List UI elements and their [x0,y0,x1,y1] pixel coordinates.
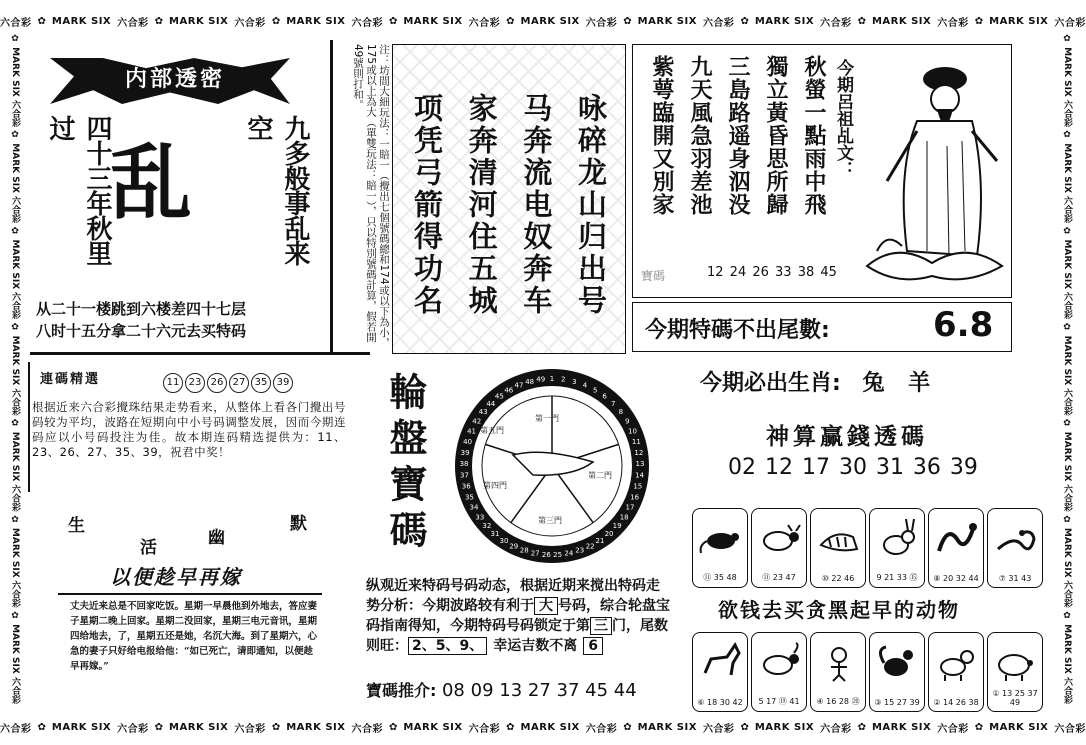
wheel-number: 39 [460,448,470,457]
zodiac-card-numbers: ③ 15 27 39 [874,698,920,707]
zodiac-card-tiger [810,508,866,588]
tail-banner-value: 6.8 [933,305,994,345]
wheel-sector-label: 第四門 [483,481,507,490]
strip-mark: MARK SIX [169,15,229,27]
strip-cn: 六合彩 [937,17,969,29]
right-border-strip [1056,34,1074,714]
wheel-number: 18 [619,513,629,522]
zodiac-card-dog [928,632,984,712]
wheel-number: 33 [475,513,485,522]
wheel-number: 41 [467,427,476,436]
strip-mark: MARK SIX [637,15,697,27]
strip-mark: MARK SIX [51,721,112,733]
humor-title-char: 生 [68,516,85,536]
wheel-number: 31 [490,530,500,539]
wheel-sector-label: 第二門 [588,471,612,480]
poem-column: 家奔清河住五城 [464,93,499,317]
wheel-number: 22 [585,542,595,551]
wheel-number: 8 [618,408,624,417]
wheel-number: 21 [595,536,605,545]
wheel-number: 1 [549,375,555,383]
flower-icon: ✿ [623,15,632,27]
strip-mark: MARK SIX [10,335,20,386]
flower-icon: ✿ [506,721,515,733]
strip-fragment: 六合彩 [0,17,32,29]
wheel-number: 40 [463,437,473,446]
flower-icon: ✿ [1062,226,1072,240]
inner-secret-title: 内部透密 [124,66,225,92]
zodiac-card-numbers: 9 21 33 ⑮ [876,573,918,582]
zodiac-card-numbers: ⑧ 20 32 44 [933,574,979,583]
poem-column: 项凭弓箭得功名 [410,93,444,317]
zodiac-card-numbers: ⑪ 35 48 [703,573,737,582]
poem-column: 马奔流电奴奔车 [519,93,554,317]
wheel-number: 47 [514,381,524,390]
wheel-recommend [366,678,676,701]
lian-ma-paragraph: 根据近来六合彩攪珠结果走势看来，从整体上看各门攪出号码较为平均，波路在短期向中小号码调整发展，因而今期连码应以小号码投注为佳。故本期连码精选提供为：11、23、26、27、35、39，祝君中奖！ [32,400,346,459]
zodiac-card-rooster [869,632,925,712]
flower-icon: ✿ [1062,514,1072,528]
lian-ma-number: 39 [273,373,293,393]
strip-cn: 六合彩 [468,17,501,29]
flower-icon: ✿ [740,721,749,733]
zodiac-value: 兔 羊 [862,371,939,396]
wheel-number: 24 [564,549,574,558]
rooster-icon [874,639,920,683]
wheel-number: 12 [634,448,644,457]
strip-cn: 六合彩 [702,17,735,29]
wheel-number: 2 [561,375,566,384]
wheel-number: 32 [482,522,492,531]
wheel-number: 15 [633,482,643,491]
wheel-number: 7 [610,399,616,408]
strip-mark: MARK SIX [520,721,580,733]
strip-mark: MARK SIX [637,721,697,733]
strip-cn: 六合彩 [351,17,383,29]
strip-cn: 六合彩 [1062,676,1072,704]
lian-ma-section [28,362,350,492]
flower-icon: ✿ [271,721,281,733]
dragon-icon [933,515,979,559]
goat-icon [756,639,802,683]
wheel-analysis-text3: 门，尾数则旺： [366,618,668,654]
lu-zu-poem-column: 三島路遥身泅没 [725,55,751,216]
strip-mark: MARK SIX [10,527,20,578]
wheel-number: 44 [486,399,496,408]
roulette-wheel [453,367,651,565]
horse-icon [697,639,743,683]
strip-cn: 六合彩 [937,723,969,735]
wheel-analysis-box2: 三 [590,617,612,635]
strip-cn: 六合彩 [1062,580,1072,608]
strip-cn: 六合彩 [468,723,501,735]
strip-mark: MARK SIX [1062,431,1072,482]
wheel-sector-label: 第三門 [538,516,562,525]
wheel-number: 5 [592,386,598,395]
flower-icon: ✿ [740,15,749,27]
lu-zu-poem-column: 九天風急羽差池 [687,55,713,216]
strip-cn: 六合彩 [10,292,20,320]
wheel-number: 25 [553,550,563,559]
inner-secret-divider [330,40,333,355]
wheel-number: 36 [461,482,471,491]
poem-grid-panel [392,44,626,354]
zodiac-card-numbers: ⑪ 23 47 [762,573,796,582]
strip-mark: MARK SIX [10,624,20,674]
humor-subtitle: 以便趁早再嫁 [110,565,242,589]
wheel-number: 16 [630,493,640,502]
strip-mark: MARK SIX [1062,239,1072,290]
humor-story: 丈夫近来总是不回家吃饭。星期一早晨他到外地去，答应妻子星期二晚上回家。星期二没回家，星期三电元音讯，星期四给地去，了，星期五还是她，名沉大海。到了星期六，心急的妻子只好给电报给他：“如已死亡，请即通知，以便趁早再嫁。” [70,601,318,672]
strip-cn: 六合彩 [10,196,20,224]
flower-icon: ✿ [154,721,164,733]
wheel-number: 10 [628,427,637,436]
wheel-number: 20 [604,530,614,539]
inner-secret-divider-bottom [30,352,370,355]
strip-cn: 六合彩 [1062,196,1072,224]
wheel-number: 28 [519,546,529,555]
wheel-number: 17 [625,503,635,512]
lian-ma-number: 26 [207,373,227,393]
strip-mark: MARK SIX [51,15,112,27]
zodiac-label: 今期必出生肖: [700,371,841,396]
zodiac-card-dragon [928,508,984,588]
flower-icon: ✿ [10,322,20,336]
tiger-icon [815,515,861,559]
lian-ma-number: 35 [251,373,271,393]
strip-cn: 六合彩 [234,17,266,29]
tail-banner-label: 今期特碼不出尾數: [645,318,830,343]
lu-zu-stamp: 寶碼 [641,269,666,283]
shen-suan-title: 神算赢錢透碼 [766,423,928,450]
flower-icon: ✿ [271,15,281,27]
wheel-number: 42 [472,417,482,426]
strip-cn: 六合彩 [585,17,618,29]
zodiac-card-numbers: ⑩ 22 46 [821,574,855,583]
strip-cn: 六合彩 [585,723,618,735]
zodiac-line [700,366,1020,397]
strip-cn: 六合彩 [117,17,149,29]
lu-zu-numbers: 12 24 26 33 38 45 [707,265,837,280]
strip-cn: 六合彩 [820,723,852,735]
inner-secret-right-column: 九多般事乱来空 [243,115,310,265]
wheel-analysis-text1: 纵观近来特码号码动态，根据近期来搅出特码走势分析：今期波路较有利于 [366,578,660,614]
wheel-number: 35 [464,493,474,502]
flower-icon: ✿ [857,721,866,733]
lu-zu-poem-column: 獨立黃昏思所歸 [763,55,789,216]
wheel-sector-label: 第一門 [535,414,559,423]
poem-column: 咏碎龙山归出号 [573,93,608,317]
wheel-number: 29 [509,542,519,551]
flower-icon: ✿ [10,610,20,625]
inner-secret-center-char: 乱 [110,135,193,231]
flower-icon: ✿ [388,721,398,733]
wheel-number: 46 [504,386,514,395]
strip-cn: 六合彩 [1062,100,1072,128]
lu-zu-panel [632,44,1012,298]
strip-cn: 六合彩 [10,100,20,128]
flower-icon: ✿ [10,226,20,240]
wheel-number: 26 [541,550,551,559]
wheel-analysis [366,576,672,656]
lian-ma-number: 23 [185,373,205,393]
rat-icon [697,515,743,559]
flower-icon: ✿ [388,15,398,27]
strip-mark: MARK SIX [871,15,932,27]
wheel-number: 23 [575,546,585,555]
flower-icon: ✿ [10,514,20,528]
zodiac-card-goat [751,632,807,712]
wheel-recommend-label: 寶碼推介: [366,681,437,700]
lian-ma-number: 27 [229,373,249,393]
strip-mark: MARK SIX [1062,624,1072,674]
flower-icon: ✿ [1062,34,1072,48]
zodiac-card-rabbit [869,508,925,588]
strip-mark: MARK SIX [10,239,20,290]
humor-title-char: 默 [290,514,307,534]
strip-cn: 六合彩 [351,723,383,735]
wheel-analysis-box1: 大 [534,597,558,615]
snake-icon [992,515,1038,559]
strip-cn: 六合彩 [820,17,852,29]
wheel-number: 49 [536,375,546,384]
bottom-border-strip [0,716,1086,738]
wheel-number: 13 [635,460,645,469]
left-border-strip [4,34,22,714]
pig-icon [992,639,1038,683]
humor-title-char: 幽 [208,528,225,548]
zodiac-card-monkey [810,632,866,712]
lu-zu-title: 今期呂祖乩文： [833,59,853,178]
flower-icon: ✿ [10,130,20,144]
strip-cn: 六合彩 [702,723,735,735]
wheel-number: 6 [602,392,607,401]
lu-zu-poem-column: 紫萼臨開又別家 [649,55,675,216]
zodiac-card-numbers: ⑦ 31 43 [998,574,1032,583]
strip-mark: MARK SIX [403,721,463,733]
inner-secret-line1: 从二十一楼跳到六楼差四十七层 [36,300,247,318]
strip-mark: MARK SIX [286,721,346,733]
wheel-number: 45 [494,392,504,401]
lian-ma-number: 11 [163,373,183,393]
dog-icon [933,639,979,683]
zodiac-card-snake [987,508,1043,588]
wheel-number: 37 [459,471,469,480]
strip-mark: MARK SIX [754,15,815,27]
strip-mark: MARK SIX [10,431,20,482]
flower-icon: ✿ [1062,130,1072,144]
zodiac-card-numbers: ① 13 25 37 49 [992,689,1038,707]
wheel-number: 14 [635,471,645,480]
inner-secret-left-column: 四十三年秋里过 [45,115,112,265]
zodiac-card-numbers: 5 17 ⑲ 41 [758,697,800,706]
inner-secret-line2: 八时十五分拿二十六元去买特码 [36,322,247,340]
flower-icon: ✿ [857,15,866,27]
tail-banner [632,302,1012,352]
flower-icon: ✿ [623,721,632,733]
wheel-number: 11 [631,437,641,446]
wheel-number: 27 [530,549,540,558]
wheel-lucky-box: 6 [583,637,603,655]
strip-mark: MARK SIX [10,143,20,194]
flower-icon: ✿ [37,721,46,733]
zodiac-card-pig [987,632,1043,712]
flower-icon: ✿ [1062,418,1072,432]
strip-mark: MARK SIX [871,721,932,733]
wheel-number: 34 [469,503,479,512]
flower-icon: ✿ [1062,322,1072,336]
wheel-number: 43 [478,408,488,417]
strip-mark: MARK SIX [403,15,463,27]
zodiac-card-numbers: ⑥ 18 30 42 [697,698,743,707]
rabbit-icon [874,515,920,559]
strip-mark: MARK SIX [286,15,346,27]
wheel-sector-label: 第五門 [480,426,504,435]
wheel-number: 19 [612,522,622,531]
lu-zu-poem-column: 秋螢一點雨中飛 [801,55,827,216]
ox-icon [756,515,802,559]
strip-mark: MARK SIX [989,15,1049,27]
flower-icon: ✿ [10,34,20,48]
shen-suan-numbers: 02 12 17 30 31 36 39 [728,455,978,480]
zodiac-card-ox [751,508,807,588]
strip-cn: 六合彩 [1062,292,1072,320]
wheel-analysis-text2: 号码，综合轮盘宝码指南得知，今期特码号码锁定于第 [366,598,670,634]
strip-mark: MARK SIX [1062,527,1072,578]
strip-mark: MARK SIX [10,47,20,97]
humor-section [30,505,350,710]
wheel-number: 30 [499,536,509,545]
strip-mark: MARK SIX [520,15,580,27]
wheel-recommend-numbers: 08 09 13 27 37 45 44 [441,680,637,701]
wheel-lucky-label: 幸运吉数不离 [493,638,578,654]
zodiac-card-numbers: ④ 16 28 ⑳ [816,697,860,706]
strip-cn: 六合彩 [1054,723,1086,735]
strip-fragment: 六合彩 [0,723,32,735]
wheel-numbers-ring [0,0,1,1]
strip-cn: 六合彩 [10,388,20,416]
flower-icon: ✿ [974,15,984,27]
wheel-number: 38 [459,460,469,469]
flower-icon: ✿ [37,15,46,27]
zodiac-card-numbers: ② 14 26 38 [933,698,979,707]
humor-title-char: 活 [140,538,157,558]
strip-cn: 六合彩 [234,723,266,735]
wheel-number: 9 [625,417,630,426]
flower-icon: ✿ [154,15,164,27]
strip-mark: MARK SIX [1062,335,1072,386]
wheel-number: 4 [582,381,588,390]
lu-zu-immortal-figure [857,51,1007,291]
wheel-tails: 2、5、9、 [408,637,487,655]
zodiac-card-rat [692,508,748,588]
strip-mark: MARK SIX [1062,47,1072,97]
strip-cn: 六合彩 [1062,388,1072,416]
strip-cn: 六合彩 [117,723,149,735]
flower-icon: ✿ [1062,610,1072,625]
rules-note: 注：坊間大細玩法：一賠一（攪出七個號碼總和174或以下為小，175或以上為大（單雙玩法：賠一），只以特別號碼計算，假若開49號則打和。 [352,44,390,348]
flower-icon: ✿ [506,15,515,27]
strip-mark: MARK SIX [1062,143,1072,194]
strip-cn: 六合彩 [10,580,20,608]
strip-mark: MARK SIX [989,721,1049,733]
flower-icon: ✿ [974,721,984,733]
strip-cn: 六合彩 [1062,484,1072,512]
animals-caption: 欲钱去买贪黑起早的动物 [718,598,960,622]
wheel-title: 輪盤寶碼 [383,372,428,556]
strip-cn: 六合彩 [10,676,20,704]
wheel-number: 3 [572,377,577,386]
strip-mark: MARK SIX [169,721,229,733]
flower-icon: ✿ [10,418,20,432]
lian-ma-label: 連碼精選 [40,372,101,387]
top-border-strip [0,10,1086,32]
strip-cn: 六合彩 [10,484,20,512]
strip-mark: MARK SIX [754,721,815,733]
wheel-number: 48 [525,377,535,386]
strip-cn: 六合彩 [1054,17,1086,29]
lian-ma-numbers [162,370,294,393]
monkey-icon [815,639,861,683]
zodiac-card-horse [692,632,748,712]
